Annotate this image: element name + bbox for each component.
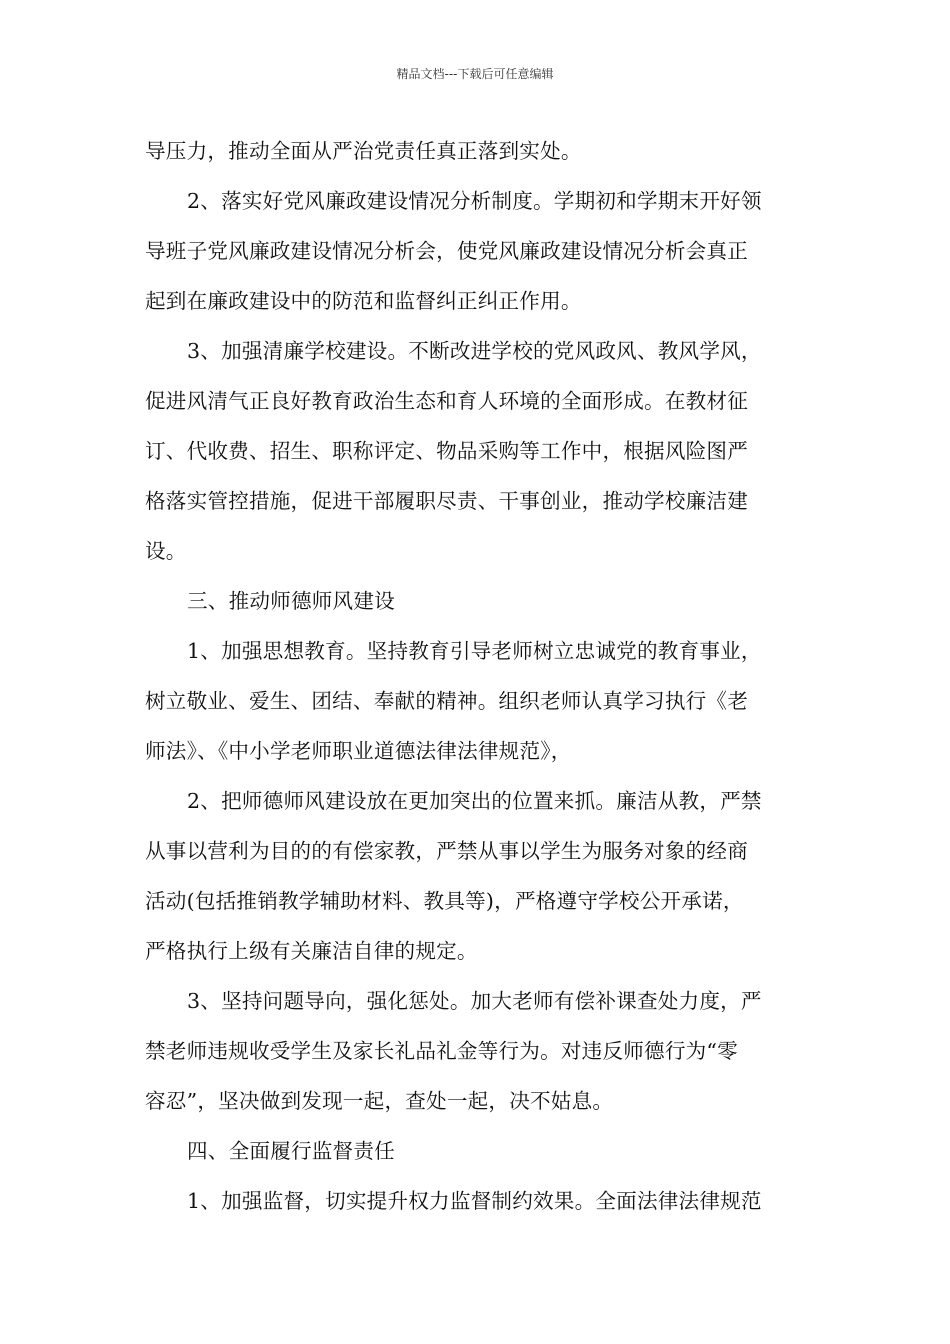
paragraph-line: 活动(包括推销教学辅助材料、教具等)，严格遵守学校公开承诺， (145, 889, 744, 913)
paragraph-line: 3、加强清廉学校建设。不断改进学校的党风政风、教风学风， (187, 339, 762, 363)
section-heading: 三、推动师德师风建设 (187, 589, 395, 613)
paragraph-line: 起到在廉政建设中的防范和监督纠正纠正作用。 (145, 289, 582, 313)
page-header: 精品文档---下载后可任意编辑 (396, 67, 554, 81)
section-heading: 四、全面履行监督责任 (187, 1139, 395, 1163)
paragraph-line: 3、坚持问题导向，强化惩处。加大老师有偿补课查处力度，严 (187, 989, 762, 1013)
paragraph-line: 从事以营利为目的的有偿家教，严禁从事以学生为服务对象的经商 (145, 839, 749, 863)
paragraph-line: 师法》、《中小学老师职业道德法律法律规范》， (145, 739, 572, 763)
paragraph-line: 2、把师德师风建设放在更加突出的位置来抓。廉洁从教，严禁 (187, 789, 762, 813)
paragraph-line: 1、加强监督，切实提升权力监督制约效果。全面法律法律规范 (187, 1189, 762, 1213)
paragraph-line: 树立敬业、爱生、团结、奉献的精神。组织老师认真学习执行《老 (145, 689, 749, 713)
paragraph-line: 1、加强思想教育。坚持教育引导老师树立忠诚党的教育事业， (187, 639, 762, 663)
paragraph-line: 导班子党风廉政建设情况分析会，使党风廉政建设情况分析会真正 (145, 239, 749, 263)
paragraph-line: 格落实管控措施，促进干部履职尽责、干事创业，推动学校廉洁建 (145, 489, 749, 513)
paragraph-line: 促进风清气正良好教育政治生态和育人环境的全面形成。在教材征 (145, 389, 749, 413)
paragraph-line: 设。 (145, 539, 187, 563)
paragraph-line: 订、代收费、招生、职称评定、物品采购等工作中，根据风险图严 (145, 439, 749, 463)
paragraph-line: 严格执行上级有关廉洁自律的规定。 (145, 939, 478, 963)
paragraph-line: 容忍”，坚决做到发现一起，查处一起，决不姑息。 (145, 1089, 614, 1113)
paragraph-line: 禁老师违规收受学生及家长礼品礼金等行为。对违反师德行为“零 (145, 1039, 738, 1063)
paragraph-line: 2、落实好党风廉政建设情况分析制度。学期初和学期末开好领 (187, 189, 762, 213)
paragraph-line: 导压力，推动全面从严治党责任真正落到实处。 (145, 139, 582, 163)
